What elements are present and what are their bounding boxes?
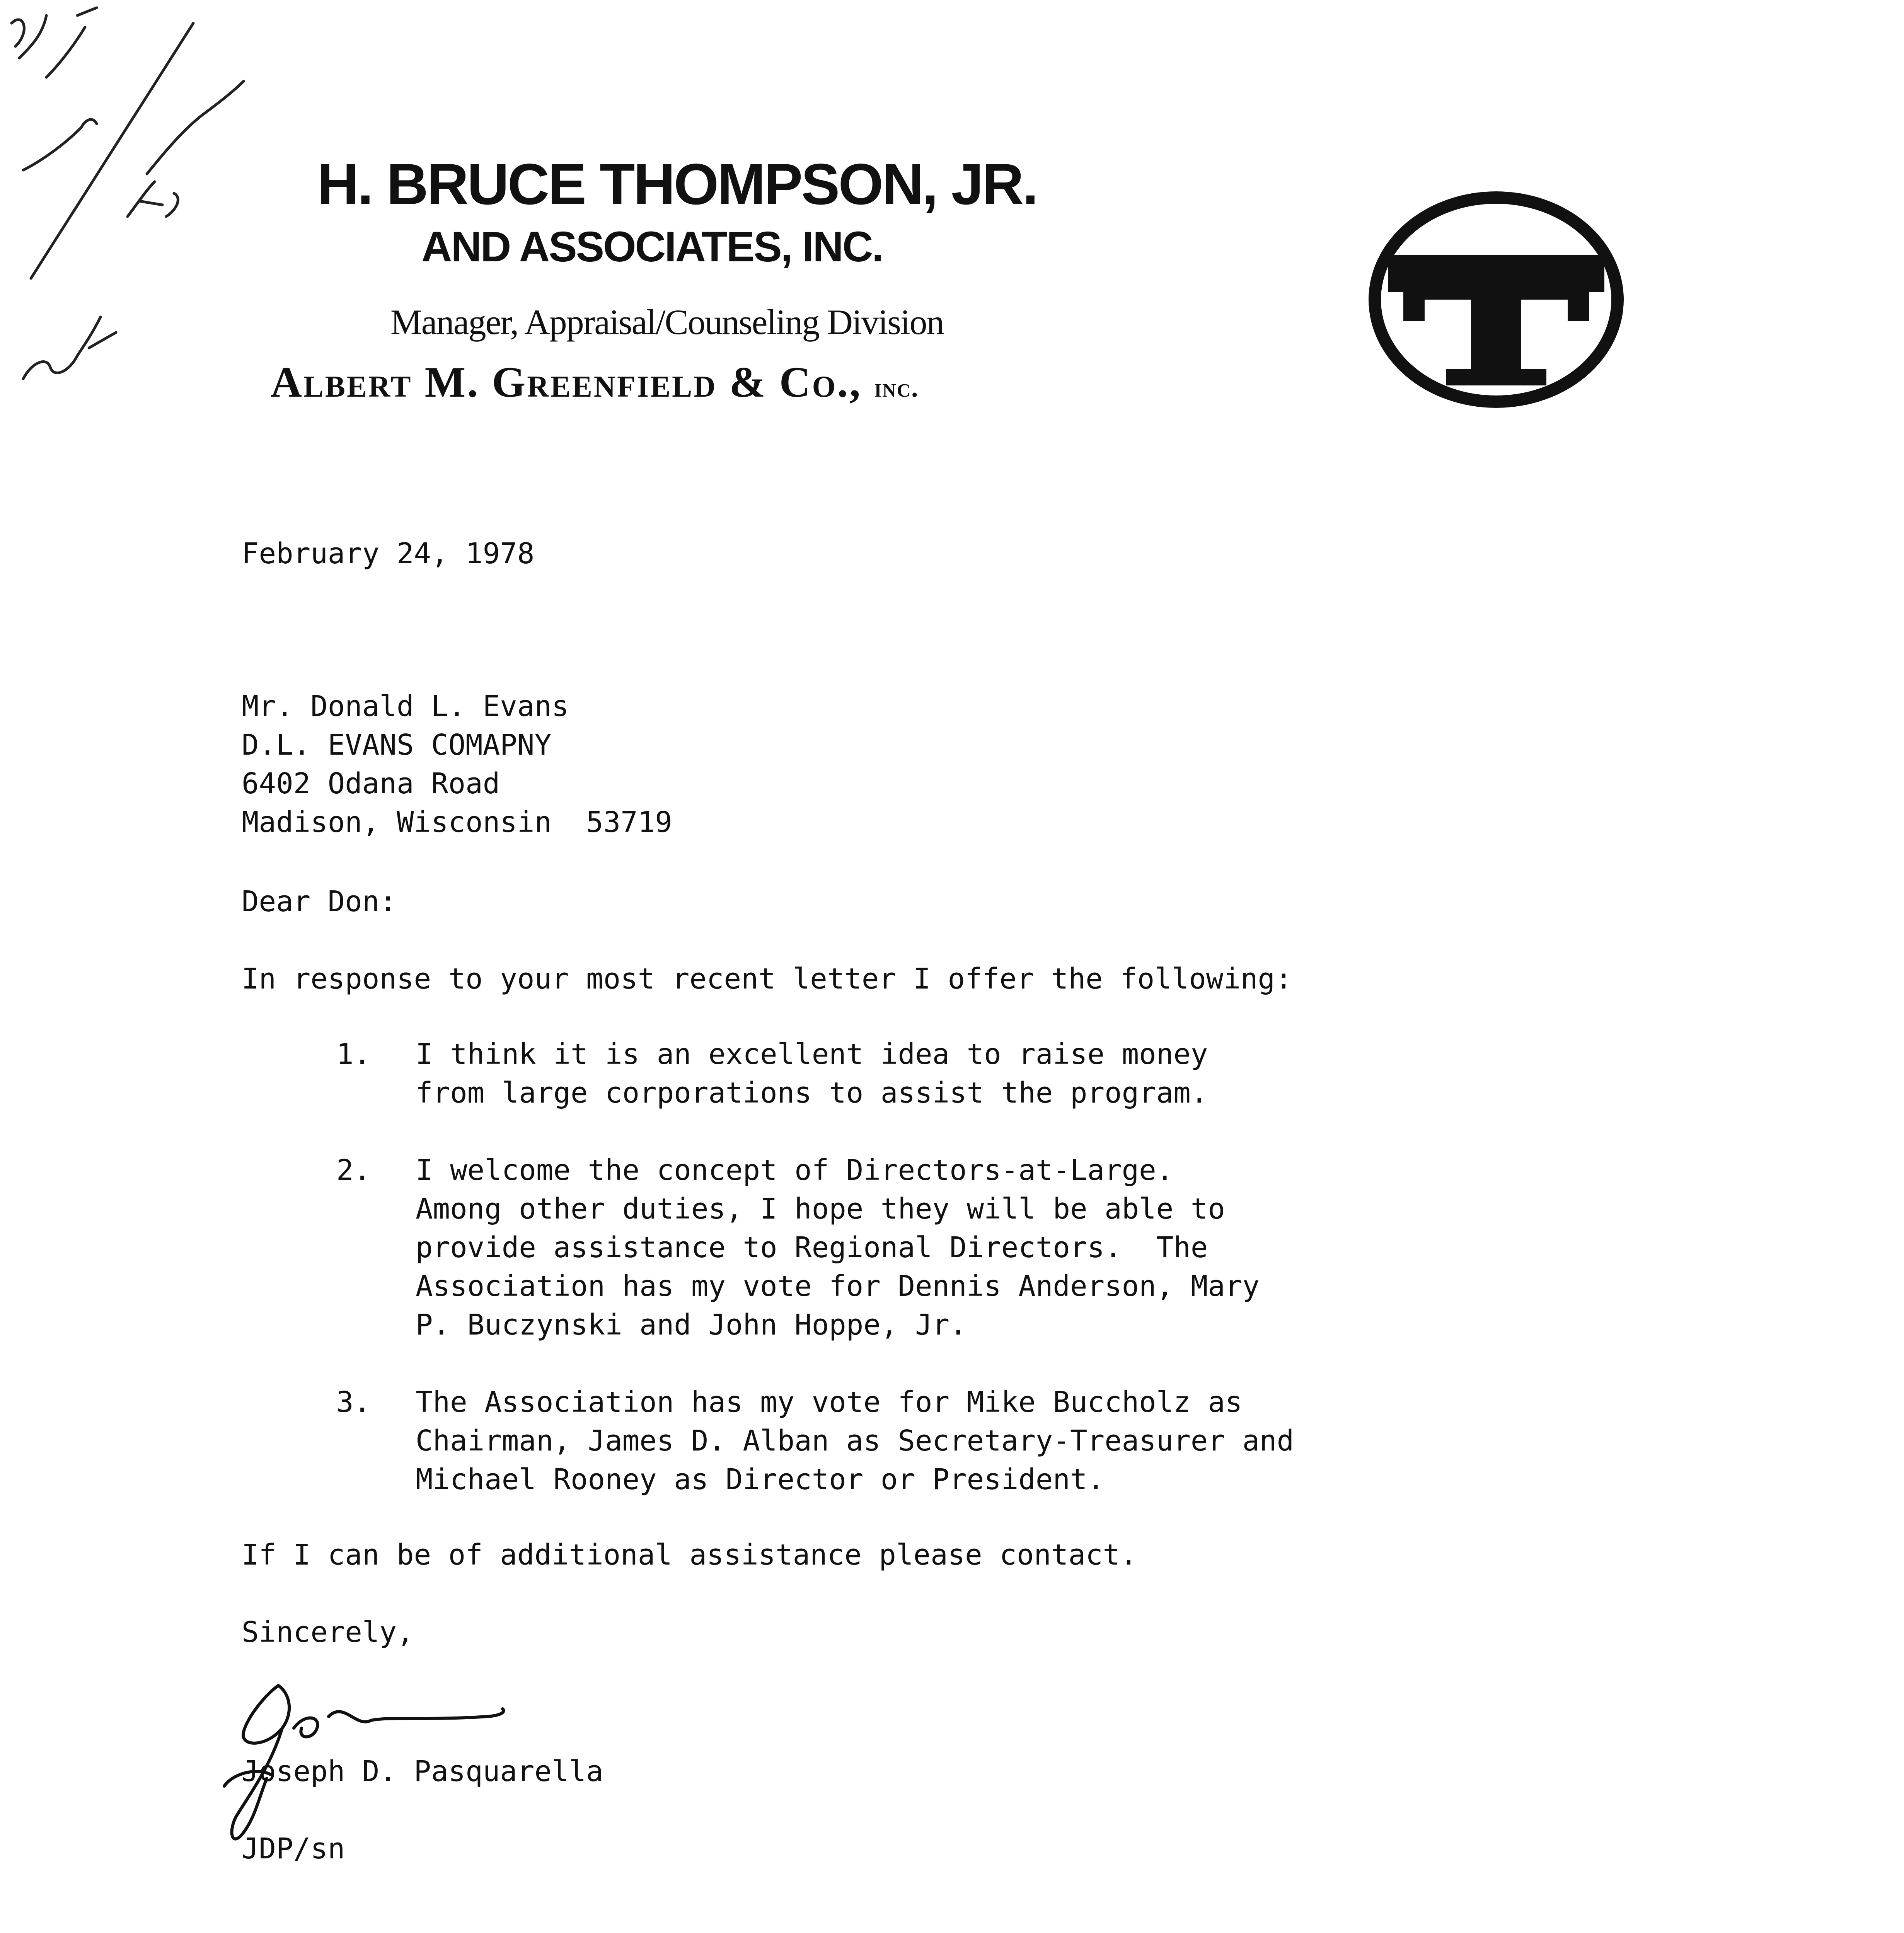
item-line: Chairman, James D. Alban as Secretary-Treasurer and — [416, 1424, 1294, 1457]
item-line: Association has my vote for Dennis Anderson, Mary — [416, 1270, 1260, 1303]
recipient-line-4: Madison, Wisconsin 53719 — [242, 806, 672, 839]
item-number: 2. — [336, 1154, 371, 1187]
valediction: Sincerely, — [242, 1616, 414, 1649]
item-line: The Association has my vote for Mike Buccholz as — [416, 1386, 1243, 1419]
item-line: I welcome the concept of Directors-at-Large. — [416, 1154, 1174, 1187]
company-logo-icon — [1365, 188, 1628, 412]
item-line: Michael Rooney as Director or President. — [416, 1463, 1105, 1496]
letterhead-parent-company — [271, 358, 919, 407]
item-number: 3. — [336, 1386, 371, 1419]
item-line: provide assistance to Regional Directors. The — [416, 1231, 1208, 1264]
parent-company-suffix: inc. — [874, 373, 919, 403]
letter-date: February 24, 1978 — [242, 537, 535, 570]
item-number: 1. — [336, 1038, 371, 1071]
signer-name: Joseph D. Pasquarella — [242, 1755, 603, 1788]
item-line: P. Buczynski and John Hoppe, Jr. — [416, 1308, 967, 1342]
recipient-line-3: 6402 Odana Road — [242, 767, 500, 800]
item-line: I think it is an excellent idea to raise money — [416, 1038, 1208, 1071]
letterhead-firm-name-2: AND ASSOCIATES, INC. — [421, 223, 883, 271]
item-line: from large corporations to assist the program. — [416, 1076, 1208, 1110]
typist-initials: JDP/sn — [242, 1832, 345, 1865]
salutation: Dear Don: — [242, 885, 397, 918]
item-line: Among other duties, I hope they will be able to — [416, 1192, 1225, 1226]
intro-paragraph: In response to your most recent letter I offer the following: — [242, 962, 1292, 995]
letterhead-firm-name: H. BRUCE THOMPSON, JR. — [317, 152, 1037, 216]
recipient-line-2: D.L. EVANS COMAPNY — [242, 728, 552, 762]
parent-company-name: Albert M. Greenfield & Co., — [271, 358, 862, 406]
handwritten-margin-note — [0, 0, 278, 433]
closing-paragraph: If I can be of additional assistance please contact. — [242, 1538, 1137, 1572]
letterhead-division: Manager, Appraisal/Counseling Division — [390, 302, 944, 342]
recipient-line-1: Mr. Donald L. Evans — [242, 690, 569, 723]
